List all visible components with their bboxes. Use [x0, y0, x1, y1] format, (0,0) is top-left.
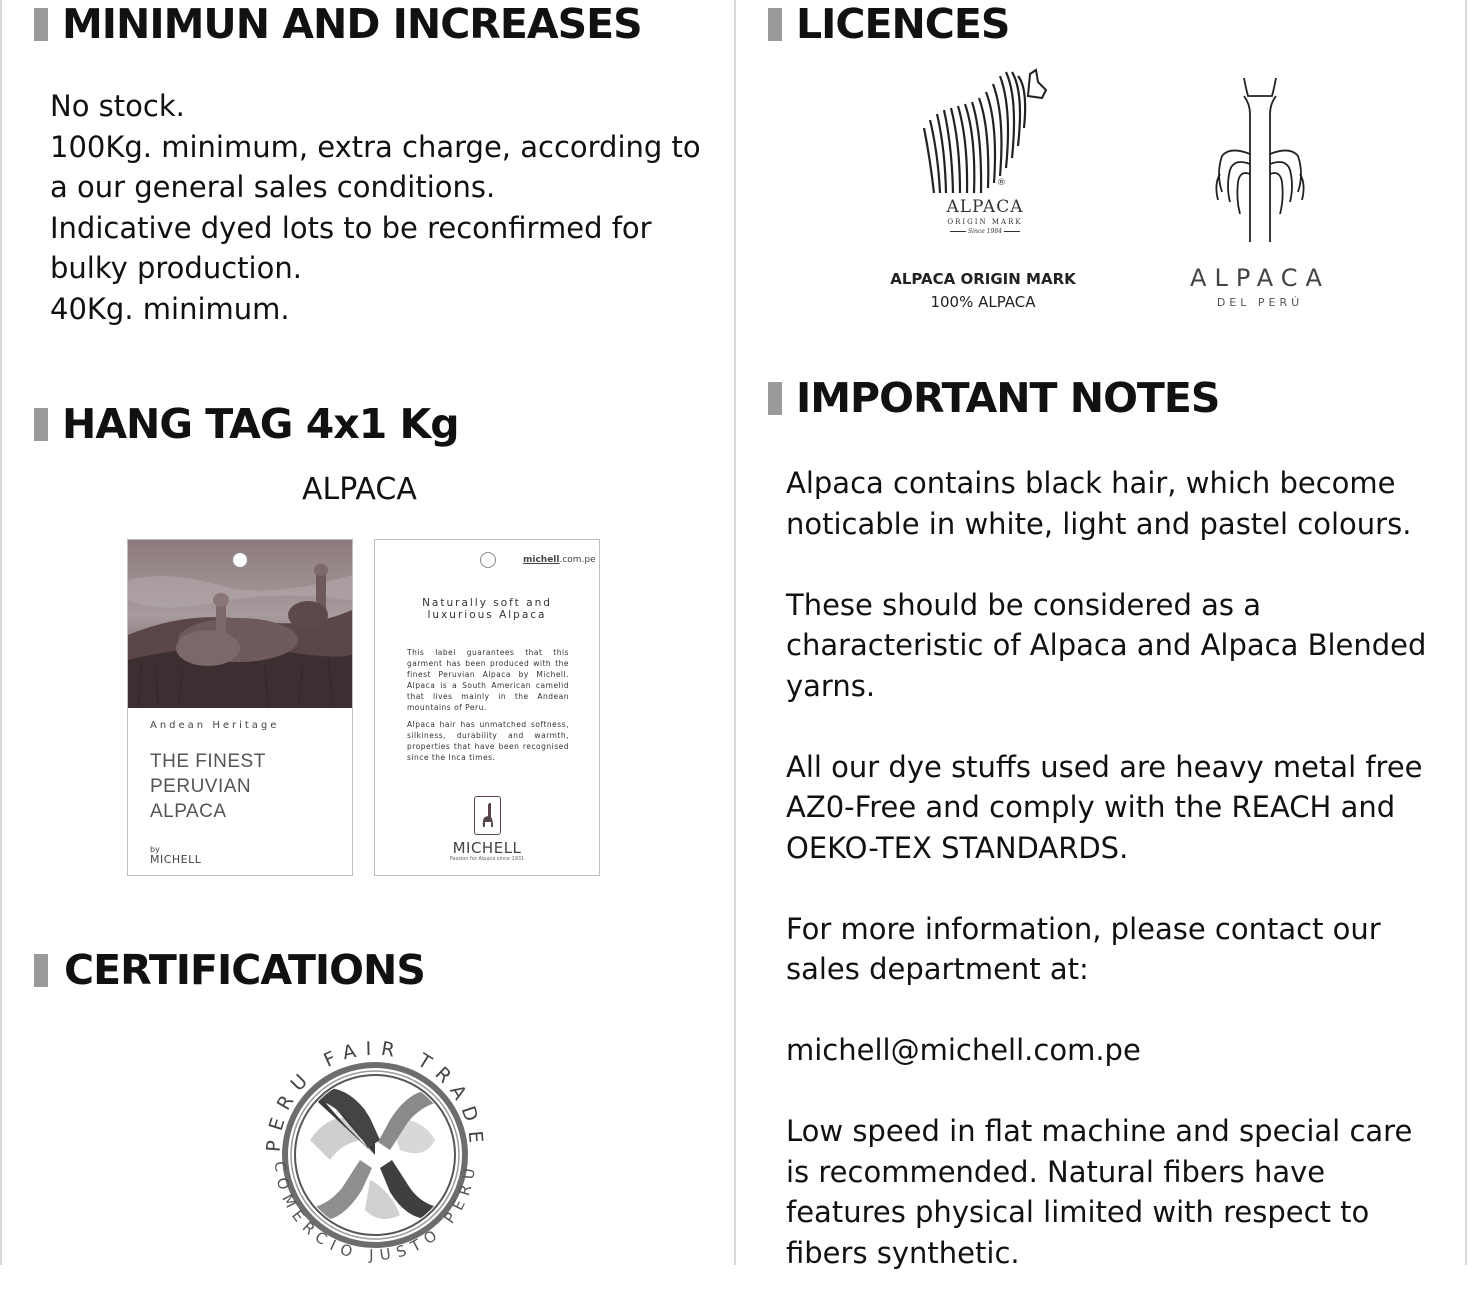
origin-mark-sub: ORIGIN MARK: [947, 218, 1023, 226]
tag-paragraph: This label guarantees that this garment has been produced with the finest Peruvian Alpaca by Michell. Alpaca is a South American camelid that lives mainly in the Andean mountains of Peru.: [407, 648, 569, 712]
note-line: features physical limited with respect to: [786, 1195, 1370, 1229]
licences-heading: [768, 0, 1009, 48]
tag-body: [407, 647, 569, 769]
tag-headline-line: luxurious Alpaca: [427, 609, 547, 621]
note-line: OEKO-TEX STANDARDS.: [786, 830, 1129, 865]
note-line: characteristic of Alpaca and Alpaca Blended: [786, 628, 1427, 662]
fair-trade-seal: [250, 1030, 500, 1270]
alpaca-emblem-icon: [474, 796, 501, 835]
del-peru-word: ALPACA: [1190, 264, 1330, 292]
heading-bar: [34, 954, 48, 987]
note-block: [786, 747, 1456, 869]
certifications-heading: [34, 946, 425, 994]
origin-mark-since-text: Since 1984: [968, 228, 1002, 235]
note-block: [786, 585, 1456, 707]
registered-mark: ®: [997, 178, 1006, 188]
tag-tagline: Passion for Alpaca since 1931: [449, 856, 525, 862]
note-line: Low speed in flat machine and special care: [786, 1114, 1413, 1148]
origin-mark-word: ALPACA: [946, 197, 1024, 217]
tag-back-brand: MICHELL: [452, 839, 522, 857]
minimum-line: Indicative dyed lots to be reconfirmed for: [50, 210, 652, 245]
tag-website-rest: .com.pe: [559, 555, 596, 565]
heading-bar: [34, 8, 48, 41]
note-block: [786, 463, 1456, 544]
tag-title-line: PERUVIAN: [150, 776, 252, 797]
contact-email[interactable]: michell@michell.com.pe: [786, 1033, 1141, 1067]
origin-mark-caption-bold: ALPACA ORIGIN MARK: [890, 270, 1076, 288]
origin-mark-caption: 100% ALPACA: [930, 293, 1036, 311]
note-line: sales department at:: [786, 952, 1089, 986]
column-divider: [734, 0, 736, 1265]
note-line: noticable in white, light and pastel colours.: [786, 506, 1412, 541]
note-line: All our dye stuffs used are heavy metal free: [786, 749, 1423, 784]
hang-tag-heading: [34, 400, 459, 448]
notes-title: IMPORTANT NOTES: [796, 374, 1220, 422]
notes-heading: [768, 374, 1219, 422]
tag-title-line: ALPACA: [150, 801, 227, 822]
note-line: These should be considered as a: [786, 587, 1261, 622]
note-line: Alpaca contains black hair, which become: [786, 466, 1396, 500]
alpaca-del-peru-logo: [1200, 74, 1320, 249]
alpaca-photo: [128, 540, 352, 708]
minimum-line: 40Kg. minimum.: [50, 291, 290, 326]
certifications-title: CERTIFICATIONS: [64, 946, 425, 994]
minimum-line: a our general sales conditions.: [50, 170, 496, 204]
left-border: [0, 0, 2, 1265]
heading-bar: [768, 8, 782, 41]
tag-headline-line: Naturally soft and: [422, 597, 552, 609]
minimum-text: [50, 86, 701, 329]
note-line: For more information, please contact our: [786, 911, 1381, 946]
minimum-line: 100Kg. minimum, extra charge, according to: [50, 129, 701, 164]
tag-front-brand: MICHELL: [150, 853, 202, 866]
origin-mark-since: [910, 228, 1060, 235]
notes-body: [786, 463, 1456, 1273]
heading-bar: [768, 382, 782, 415]
tag-website: [523, 555, 596, 565]
heading-bar: [34, 408, 48, 441]
minimum-line: No stock.: [50, 89, 185, 123]
tag-by: by: [150, 845, 160, 854]
tag-paragraph: Alpaca hair has unmatched softness, silkiness, durability and warmth, properties that have been recognised since the Inca times.: [407, 720, 569, 762]
note-line: is recommended. Natural fibers have: [786, 1154, 1326, 1189]
tag-website-bold: michell: [523, 555, 560, 565]
hang-tag-front: [127, 539, 353, 876]
tag-headline: [375, 597, 599, 621]
hang-tag-back: [374, 539, 600, 876]
note-line: yarns.: [786, 668, 876, 703]
tag-title-line: THE FINEST: [150, 751, 266, 772]
note-block: [786, 1030, 1456, 1071]
alpaca-origin-mark-logo: [910, 68, 1060, 243]
seal-bottom-text: COMERCIO JUSTO PERÚ: [270, 1160, 480, 1265]
hang-tag-title: HANG TAG 4x1 Kg: [62, 400, 459, 448]
seal-top-text: PERU FAIR TRADE: [262, 1037, 488, 1153]
minimum-line: bulky production.: [50, 251, 302, 285]
del-peru-sub: DEL PERÚ: [1216, 296, 1304, 309]
minimum-title: MINIMUN AND INCREASES: [62, 0, 642, 48]
hang-tag-subtitle: ALPACA: [302, 472, 417, 507]
note-block: [786, 909, 1456, 990]
note-line: AZ0-Free and comply with the REACH and: [786, 790, 1396, 824]
tag-front-title: [150, 749, 266, 824]
minimum-heading: [34, 0, 642, 48]
tag-hole: [480, 552, 496, 568]
note-block: [786, 1111, 1456, 1273]
right-border: [1465, 0, 1467, 1265]
tag-kicker: Andean Heritage: [150, 720, 280, 731]
note-line: fibers synthetic.: [786, 1235, 1020, 1270]
licences-title: LICENCES: [796, 0, 1010, 48]
